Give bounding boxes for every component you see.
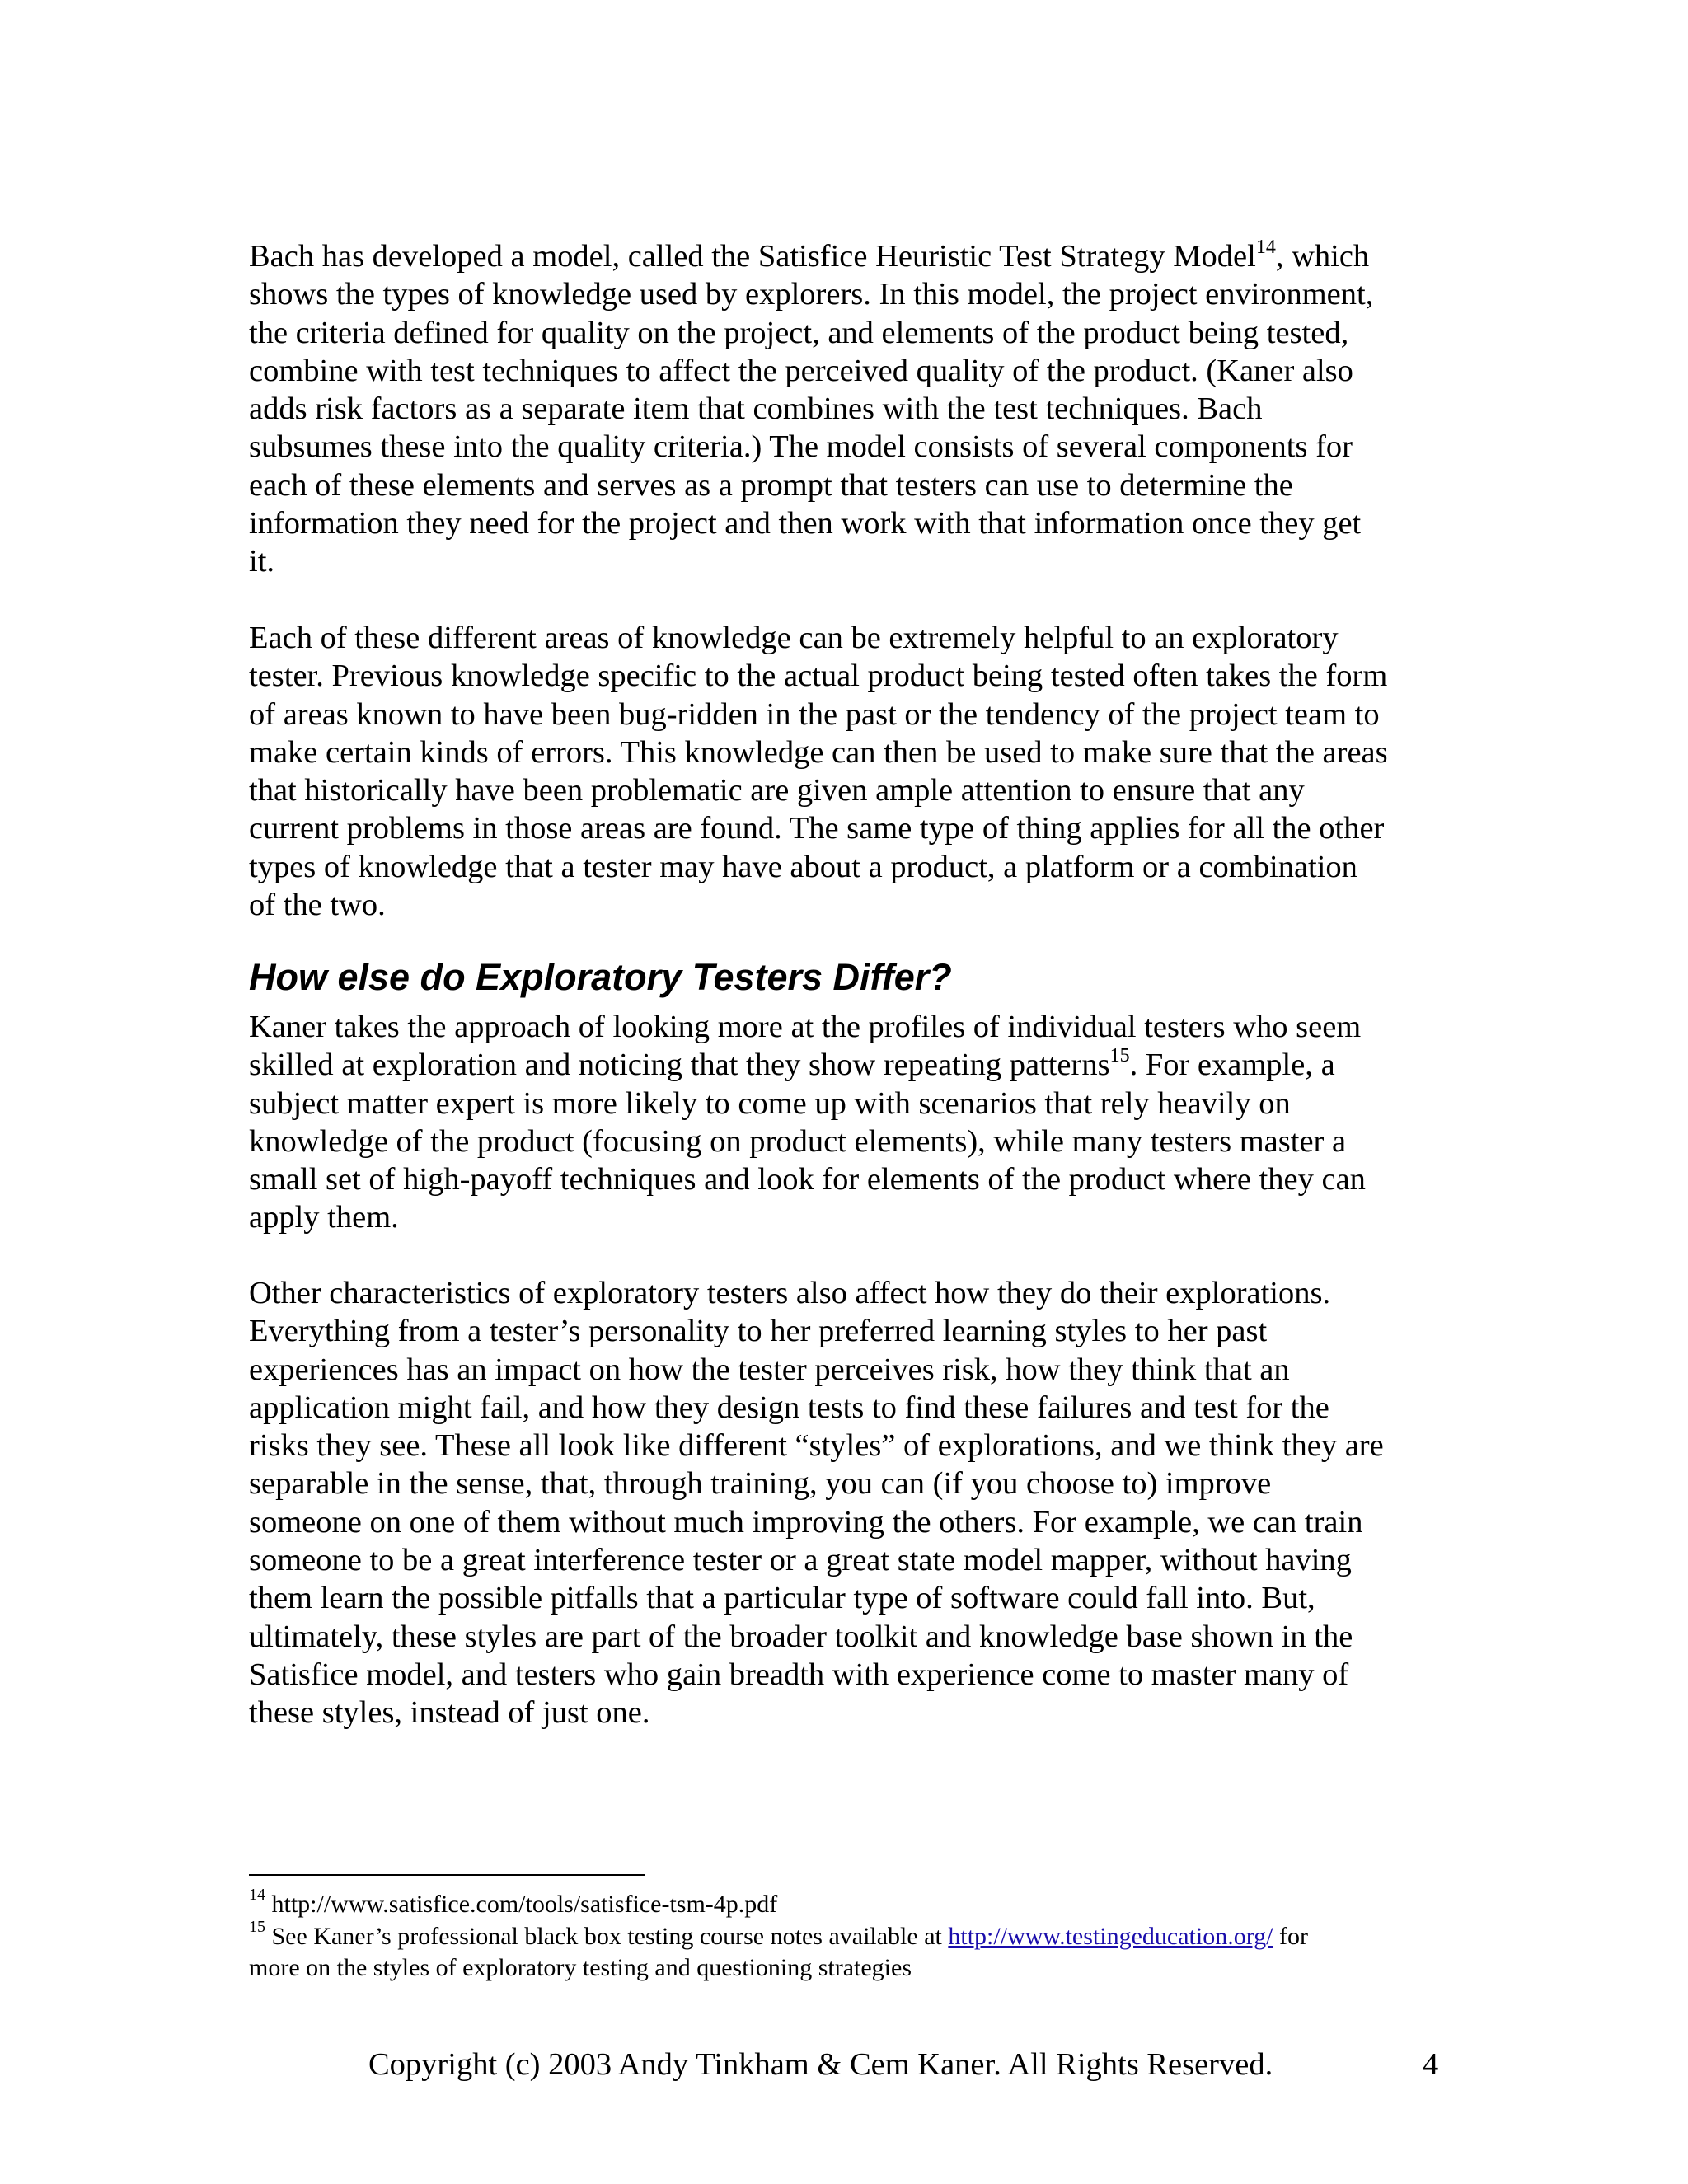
paragraph-tester-profiles <box>249 1008 1452 1237</box>
paragraph-line: adds risk factors as a separate item that combines with the test techniques. Bach <box>249 391 1263 427</box>
paragraph-line: of areas known to have been bug-ridden in the past or the tendency of the project team to <box>249 696 1380 732</box>
paragraph-line: these styles, instead of just one. <box>249 1695 650 1731</box>
section-heading: How else do Exploratory Testers Differ? <box>249 956 952 998</box>
paragraph-tester-characteristics <box>249 1274 1452 1732</box>
paragraph-line: combine with test techniques to affect the perceived quality of the product. (Kaner also <box>249 353 1353 388</box>
paragraph-line: experiences has an impact on how the tester perceives risk, how they think that an <box>249 1352 1290 1387</box>
paragraph-line: information they need for the project and then work with that information once they get <box>249 506 1362 541</box>
paragraph-line: of the two. <box>249 888 386 923</box>
paragraph-areas-of-knowledge <box>249 619 1452 924</box>
footnotes <box>249 1886 1452 1985</box>
footnote-text: http://www.satisfice.com/tools/satisfice-tsm-4p.pdf <box>265 1891 778 1918</box>
paragraph-line: Other characteristics of exploratory testers also affect how they do their explorations. <box>249 1276 1331 1310</box>
paragraph-line: them learn the possible pitfalls that a particular type of software could fall into. But, <box>249 1581 1315 1616</box>
footnote-ref-14: 14 <box>1255 237 1276 259</box>
footnote-15-continuation: more on the styles of exploratory testing and questioning strategies <box>249 1954 912 1981</box>
paragraph-line: each of these elements and serves as a prompt that testers can use to determine the <box>249 467 1293 503</box>
paragraph-line: current problems in those areas are found. The same type of thing applies for all the other <box>249 811 1385 846</box>
paragraph-line: risks they see. These all look like different “styles” of explorations, and we think they are <box>249 1428 1384 1464</box>
paragraph-line: make certain kinds of errors. This knowledge can then be used to make sure that the areas <box>249 734 1388 770</box>
paragraph-line: the criteria defined for quality on the project, and elements of the product being tested, <box>249 315 1349 350</box>
paragraph-line: someone to be a great interference tester or a great state model mapper, without having <box>249 1543 1352 1578</box>
paragraph-line: tester. Previous knowledge specific to the actual product being tested often takes the form <box>249 658 1388 694</box>
paragraph-line: that historically have been problematic are given ample attention to ensure that any <box>249 773 1305 808</box>
paragraph-satisfice-model <box>249 237 1452 581</box>
footnote-number: 15 <box>249 1917 265 1936</box>
footnote-ref-15: 15 <box>1109 1045 1130 1067</box>
footnote-text: for <box>1273 1922 1308 1950</box>
footnote-number: 14 <box>249 1886 265 1904</box>
paragraph-line: . For example, a <box>1129 1047 1335 1083</box>
paragraph-line: Everything from a tester’s personality to her preferred learning styles to her past <box>249 1314 1268 1349</box>
paragraph-line: small set of high-payoff techniques and look for elements of the product where they can <box>249 1162 1366 1197</box>
paragraph-line: shows the types of knowledge used by explorers. In this model, the project environment, <box>249 277 1374 312</box>
footnote-15 <box>249 1917 1452 1953</box>
paragraph-line: subject matter expert is more likely to come up with scenarios that rely heavily on <box>249 1085 1291 1121</box>
paragraph-line: , which <box>1275 239 1370 274</box>
paragraph-line: application might fail, and how they design tests to find these failures and test for the <box>249 1390 1329 1425</box>
paragraph-line: knowledge of the product (focusing on product elements), while many testers master a <box>249 1123 1347 1159</box>
paragraph-line: it. <box>249 544 275 579</box>
paragraph-line: Satisfice model, and testers who gain breadth with experience come to master many of <box>249 1657 1349 1692</box>
paragraph-line: someone on one of them without much improving the others. For example, we can train <box>249 1504 1363 1540</box>
paragraph-line: Each of these different areas of knowledge can be extremely helpful to an exploratory <box>249 621 1339 655</box>
paragraph-line: ultimately, these styles are part of the broader toolkit and knowledge base shown in the <box>249 1619 1353 1654</box>
testingeducation-link[interactable]: http://www.testingeducation.org/ <box>948 1922 1273 1950</box>
paragraph-line: separable in the sense, that, through training, you can (if you choose to) improve <box>249 1466 1272 1502</box>
paragraph-line: Kaner takes the approach of looking more at the profiles of individual testers who seem <box>249 1010 1362 1044</box>
footnote-14 <box>249 1886 1452 1921</box>
footer-copyright: Copyright (c) 2003 Andy Tinkham & Cem Kaner. All Rights Reserved. <box>368 2047 1273 2082</box>
paragraph-line: subsumes these into the quality criteria.) The model consists of several components for <box>249 429 1353 465</box>
paragraph-line: skilled at exploration and noticing that they show repeating patterns <box>249 1047 1110 1083</box>
paragraph-line: types of knowledge that a tester may have about a product, a platform or a combination <box>249 849 1357 884</box>
paragraph-line: Bach has developed a model, called the Satisfice Heuristic Test Strategy Model <box>249 239 1256 274</box>
paragraph-line: apply them. <box>249 1200 399 1235</box>
footnote-separator <box>249 1874 645 1876</box>
footnote-text: See Kaner’s professional black box testing course notes available at <box>265 1922 949 1950</box>
page-number: 4 <box>1423 2047 1439 2082</box>
